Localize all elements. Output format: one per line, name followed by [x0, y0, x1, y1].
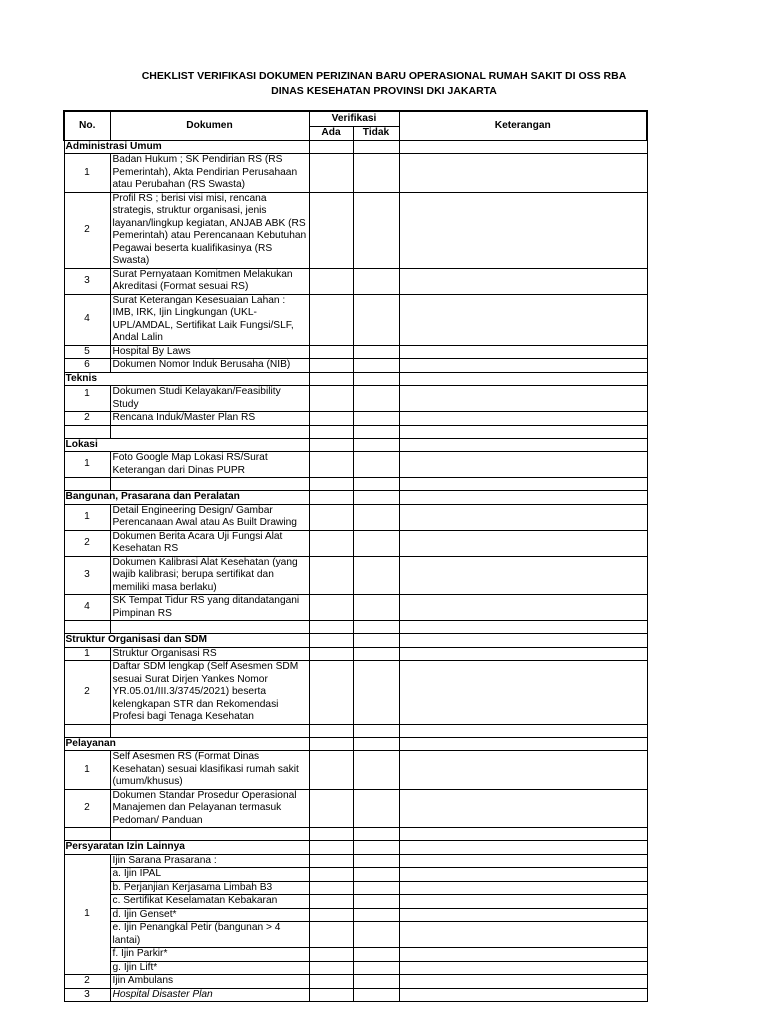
keterangan-cell[interactable]: [399, 294, 647, 345]
checkbox-tidak[interactable]: [353, 438, 399, 452]
document-name: Foto Google Map Lokasi RS/Surat Keterangan dari Dinas PUPR: [110, 452, 309, 478]
checkbox-tidak[interactable]: [353, 634, 399, 648]
keterangan-cell[interactable]: [399, 881, 647, 895]
empty-row: [64, 425, 647, 438]
keterangan-cell[interactable]: [399, 908, 647, 922]
row-number: 3: [64, 556, 110, 595]
section-title-administrasi: Administrasi Umum: [64, 140, 309, 154]
document-name: Daftar SDM lengkap (Self Asesmen SDM sesuai Surat Dirjen Yankes Nomor YR.05.01/III.3/3745/2021) beserta kelengkapan STR dan Rekomendasi Profesi bagi Tenaga Kesehatan: [110, 661, 309, 725]
row-number: 1: [64, 154, 110, 193]
document-subtitle: DINAS KESEHATAN PROVINSI DKI JAKARTA: [271, 85, 497, 97]
keterangan-cell[interactable]: [399, 530, 647, 556]
checkbox-tidak[interactable]: [353, 491, 399, 505]
checkbox-tidak[interactable]: [353, 948, 399, 962]
keterangan-cell[interactable]: [399, 841, 647, 855]
keterangan-cell[interactable]: [399, 922, 647, 948]
checkbox-tidak[interactable]: [353, 881, 399, 895]
keterangan-cell[interactable]: [399, 154, 647, 193]
checkbox-tidak[interactable]: [353, 868, 399, 882]
header-dokumen: Dokumen: [110, 111, 309, 140]
checkbox-ada[interactable]: [309, 359, 353, 373]
checkbox-tidak[interactable]: [353, 751, 399, 790]
checkbox-ada[interactable]: [309, 372, 353, 386]
row-number: 1: [64, 854, 110, 975]
document-name: Rencana Induk/Master Plan RS: [110, 412, 309, 426]
keterangan-cell[interactable]: [399, 751, 647, 790]
document-name: a. Ijin IPAL: [110, 868, 309, 882]
document-name: Dokumen Nomor Induk Berusaha (NIB): [110, 359, 309, 373]
keterangan-cell[interactable]: [399, 737, 647, 751]
row-number: 1: [64, 386, 110, 412]
document-name: Surat Keterangan Kesesuaian Lahan : IMB, IRK, Ijin Lingkungan (UKL-UPL/AMDAL, Sertifikat Laik Fungsi/SLF, Andal Lalin: [110, 294, 309, 345]
table-row: [64, 922, 647, 948]
row-number: 2: [64, 975, 110, 989]
document-name: Dokumen Berita Acara Uji Fungsi Alat Kesehatan RS: [110, 530, 309, 556]
row-number: 1: [64, 452, 110, 478]
document-name: Dokumen Standar Prosedur Operasional Manajemen dan Pelayanan termasuk Pedoman/ Panduan: [110, 789, 309, 828]
row-number: 4: [64, 294, 110, 345]
row-number: 1: [64, 647, 110, 661]
document-title: CHEKLIST VERIFIKASI DOKUMEN PERIZINAN BARU OPERASIONAL RUMAH SAKIT DI OSS RBA: [141, 70, 627, 82]
table-row: [64, 908, 647, 922]
keterangan-cell[interactable]: [399, 491, 647, 505]
document-name: Badan Hukum ; SK Pendirian RS (RS Pemerintah), Akta Pendirian Perusahaan atau Perubahan (RS Swasta): [110, 154, 309, 193]
section-title-sdm: Struktur Organisasi dan SDM: [64, 634, 309, 648]
keterangan-cell[interactable]: [399, 661, 647, 725]
keterangan-cell[interactable]: [399, 438, 647, 452]
checkbox-tidak[interactable]: [353, 294, 399, 345]
checkbox-ada[interactable]: [309, 647, 353, 661]
checkbox-tidak[interactable]: [353, 975, 399, 989]
checkbox-tidak[interactable]: [353, 647, 399, 661]
table-row: [64, 595, 647, 621]
section-title-pelayanan: Pelayanan: [64, 737, 309, 751]
checkbox-ada[interactable]: [309, 868, 353, 882]
checkbox-tidak[interactable]: [353, 359, 399, 373]
row-number: 2: [64, 661, 110, 725]
document-name: Ijin Ambulans: [110, 975, 309, 989]
checkbox-ada[interactable]: [309, 895, 353, 909]
row-number: 3: [64, 988, 110, 1002]
checkbox-tidak[interactable]: [353, 412, 399, 426]
table-row: [64, 868, 647, 882]
checkbox-tidak[interactable]: [353, 154, 399, 193]
table-row: [64, 854, 647, 868]
table-row: [64, 895, 647, 909]
table-row: [64, 961, 647, 975]
checkbox-ada[interactable]: [309, 268, 353, 294]
checkbox-tidak[interactable]: [353, 452, 399, 478]
document-name: f. Ijin Parkir*: [110, 948, 309, 962]
row-number: 1: [64, 504, 110, 530]
checkbox-ada[interactable]: [309, 789, 353, 828]
checklist-table: [63, 110, 648, 1002]
section-title-persyaratan: Persyaratan Izin Lainnya: [64, 841, 309, 855]
document-name: Dokumen Kalibrasi Alat Kesehatan (yang wajib kalibrasi; berupa sertifikat dan memiliki masa berlaku): [110, 556, 309, 595]
checkbox-tidak[interactable]: [353, 372, 399, 386]
checkbox-ada[interactable]: [309, 634, 353, 648]
row-number: 6: [64, 359, 110, 373]
keterangan-cell[interactable]: [399, 372, 647, 386]
section-title-lokasi: Lokasi: [64, 438, 309, 452]
keterangan-cell[interactable]: [399, 140, 647, 154]
checkbox-tidak[interactable]: [353, 595, 399, 621]
checkbox-tidak[interactable]: [353, 192, 399, 268]
row-number: 2: [64, 789, 110, 828]
table-row: [64, 294, 647, 345]
table-row: [64, 661, 647, 725]
keterangan-cell[interactable]: [399, 975, 647, 989]
document-name: Hospital By Laws: [110, 345, 309, 359]
empty-row: [64, 724, 647, 737]
checkbox-ada[interactable]: [309, 530, 353, 556]
table-row: [64, 751, 647, 790]
checkbox-tidak[interactable]: [353, 922, 399, 948]
checkbox-ada[interactable]: [309, 595, 353, 621]
keterangan-cell[interactable]: [399, 789, 647, 828]
checkbox-ada[interactable]: [309, 452, 353, 478]
document-name: Surat Pernyataan Komitmen Melakukan Akreditasi (Format sesuai RS): [110, 268, 309, 294]
table-row: [64, 556, 647, 595]
table-row: [64, 975, 647, 989]
checkbox-ada[interactable]: [309, 412, 353, 426]
checkbox-ada[interactable]: [309, 556, 353, 595]
checkbox-ada[interactable]: [309, 751, 353, 790]
document-name: c. Sertifikat Keselamatan Kebakaran: [110, 895, 309, 909]
keterangan-cell[interactable]: [399, 359, 647, 373]
keterangan-cell[interactable]: [399, 948, 647, 962]
table-row: [64, 452, 647, 478]
row-number: 2: [64, 530, 110, 556]
checkbox-ada[interactable]: [309, 661, 353, 725]
checkbox-ada[interactable]: [309, 386, 353, 412]
row-number: 2: [64, 412, 110, 426]
checkbox-tidak[interactable]: [353, 854, 399, 868]
checkbox-tidak[interactable]: [353, 386, 399, 412]
table-row: [64, 359, 647, 373]
checkbox-ada[interactable]: [309, 294, 353, 345]
document-name: d. Ijin Genset*: [110, 908, 309, 922]
checkbox-ada[interactable]: [309, 491, 353, 505]
document-name: g. Ijin Lift*: [110, 961, 309, 975]
checkbox-tidak[interactable]: [353, 530, 399, 556]
section-title-teknis: Teknis: [64, 372, 309, 386]
checkbox-tidak[interactable]: [353, 895, 399, 909]
table-row: [64, 504, 647, 530]
keterangan-cell[interactable]: [399, 504, 647, 530]
empty-row: [64, 621, 647, 634]
row-number: 3: [64, 268, 110, 294]
checkbox-tidak[interactable]: [353, 556, 399, 595]
row-number: 1: [64, 751, 110, 790]
checkbox-ada[interactable]: [309, 841, 353, 855]
document-name: Profil RS ; berisi visi misi, rencana strategis, struktur organisasi, jenis layanan/lingkup kegiatan, ANJAB ABK (RS Pemerintah) atau Perencanaan Kebutuhan Pegawai beserta kualifikasinya (RS Swasta): [110, 192, 309, 268]
checkbox-tidak[interactable]: [353, 908, 399, 922]
checkbox-ada[interactable]: [309, 988, 353, 1002]
document-name: b. Perjanjian Kerjasama Limbah B3: [110, 881, 309, 895]
checkbox-ada[interactable]: [309, 881, 353, 895]
checkbox-tidak[interactable]: [353, 504, 399, 530]
keterangan-cell[interactable]: [399, 345, 647, 359]
checkbox-ada[interactable]: [309, 908, 353, 922]
table-row: [64, 948, 647, 962]
keterangan-cell[interactable]: [399, 961, 647, 975]
header-verifikasi: Verifikasi: [309, 111, 399, 127]
checkbox-ada[interactable]: [309, 438, 353, 452]
checkbox-tidak[interactable]: [353, 661, 399, 725]
checkbox-ada[interactable]: [309, 154, 353, 193]
keterangan-cell[interactable]: [399, 854, 647, 868]
table-row: [64, 647, 647, 661]
row-number: 4: [64, 595, 110, 621]
checkbox-tidak[interactable]: [353, 737, 399, 751]
checkbox-ada[interactable]: [309, 961, 353, 975]
table-row: [64, 530, 647, 556]
checkbox-tidak[interactable]: [353, 789, 399, 828]
checkbox-ada[interactable]: [309, 975, 353, 989]
document-name: Struktur Organisasi RS: [110, 647, 309, 661]
checkbox-tidak[interactable]: [353, 140, 399, 154]
checkbox-tidak[interactable]: [353, 345, 399, 359]
document-name: Ijin Sarana Prasarana :: [110, 854, 309, 868]
table-row: [64, 789, 647, 828]
header-no: No.: [64, 111, 110, 140]
checkbox-ada[interactable]: [309, 140, 353, 154]
checkbox-ada[interactable]: [309, 345, 353, 359]
table-row: [64, 412, 647, 426]
keterangan-cell[interactable]: [399, 386, 647, 412]
keterangan-cell[interactable]: [399, 988, 647, 1002]
table-row: [64, 988, 647, 1002]
table-row: [64, 345, 647, 359]
document-name: Hospital Disaster Plan: [110, 988, 309, 1002]
keterangan-cell[interactable]: [399, 868, 647, 882]
table-row: [64, 386, 647, 412]
checkbox-ada[interactable]: [309, 922, 353, 948]
checkbox-ada[interactable]: [309, 504, 353, 530]
section-title-bangunan: Bangunan, Prasarana dan Peralatan: [64, 491, 309, 505]
document-name: Detail Engineering Design/ Gambar Perencanaan Awal atau As Built Drawing: [110, 504, 309, 530]
keterangan-cell[interactable]: [399, 647, 647, 661]
checkbox-ada[interactable]: [309, 854, 353, 868]
header-keterangan: Keterangan: [399, 111, 647, 140]
checkbox-ada[interactable]: [309, 948, 353, 962]
table-row: [64, 268, 647, 294]
keterangan-cell[interactable]: [399, 452, 647, 478]
checkbox-tidak[interactable]: [353, 841, 399, 855]
header-tidak: Tidak: [353, 127, 399, 141]
keterangan-cell[interactable]: [399, 634, 647, 648]
document-name: e. Ijin Penangkal Petir (bangunan > 4 lantai): [110, 922, 309, 948]
keterangan-cell[interactable]: [399, 268, 647, 294]
document-name: Dokumen Studi Kelayakan/Feasibility Study: [110, 386, 309, 412]
keterangan-cell[interactable]: [399, 595, 647, 621]
checkbox-tidak[interactable]: [353, 988, 399, 1002]
table-row: [64, 192, 647, 268]
table-row: [64, 154, 647, 193]
empty-row: [64, 478, 647, 491]
keterangan-cell[interactable]: [399, 192, 647, 268]
keterangan-cell[interactable]: [399, 556, 647, 595]
checkbox-tidak[interactable]: [353, 268, 399, 294]
checkbox-tidak[interactable]: [353, 961, 399, 975]
checkbox-ada[interactable]: [309, 192, 353, 268]
document-name: Self Asesmen RS (Format Dinas Kesehatan) sesuai klasifikasi rumah sakit (umum/khusus): [110, 751, 309, 790]
row-number: 5: [64, 345, 110, 359]
keterangan-cell[interactable]: [399, 412, 647, 426]
empty-row: [64, 828, 647, 841]
checkbox-ada[interactable]: [309, 737, 353, 751]
header-ada: Ada: [309, 127, 353, 141]
table-row: [64, 881, 647, 895]
document-name: SK Tempat Tidur RS yang ditandatangani Pimpinan RS: [110, 595, 309, 621]
row-number: 2: [64, 192, 110, 268]
keterangan-cell[interactable]: [399, 895, 647, 909]
